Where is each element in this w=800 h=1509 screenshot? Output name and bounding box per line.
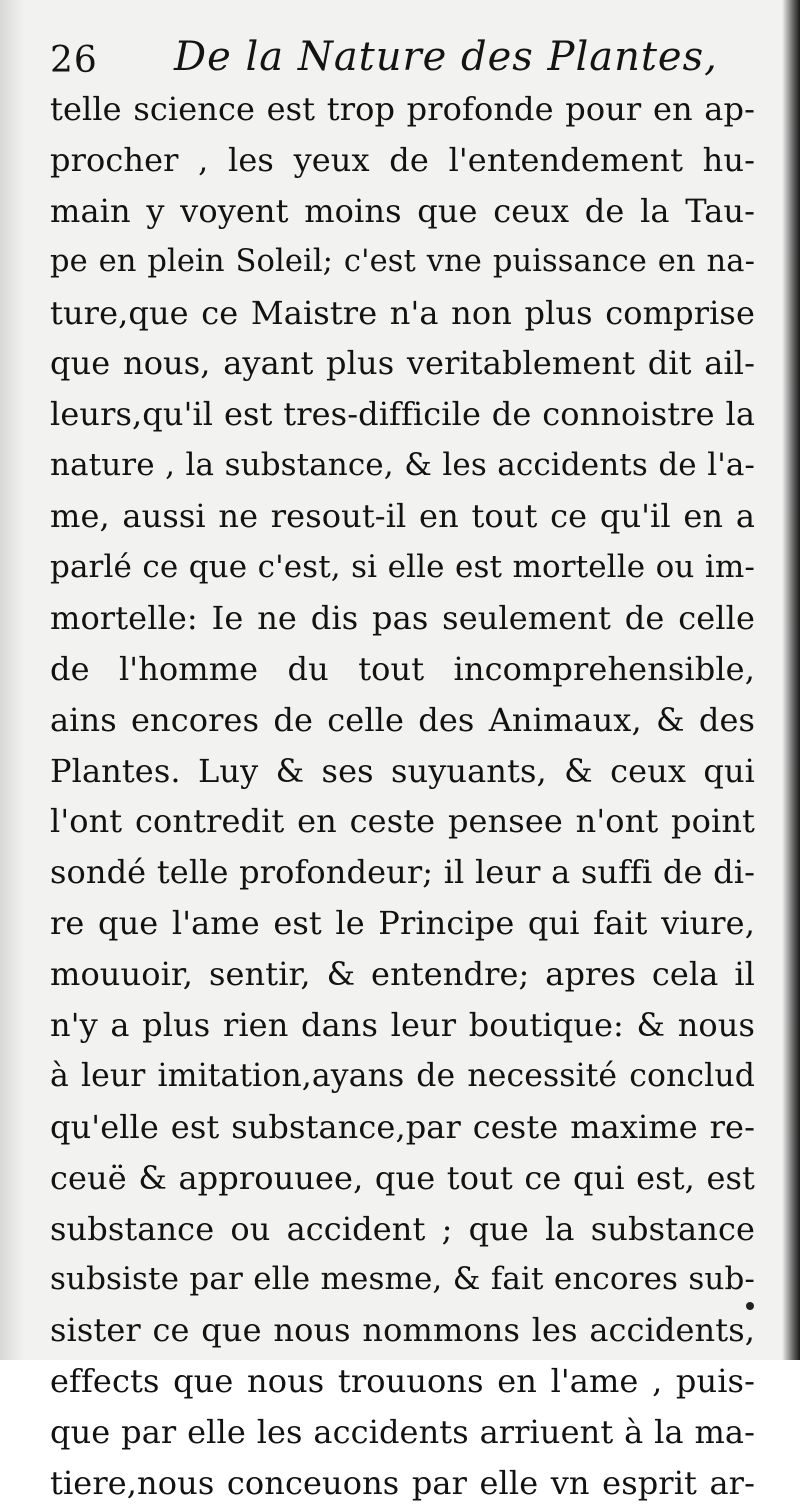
text-line: re que l'ame est le Principe qui fait viure, [50, 904, 755, 943]
text-line: ceuë & approuuee, que tout ce qui est, est [50, 1158, 755, 1197]
text-line: pe en plein Soleil; c'est vne puissance en na- [50, 243, 755, 279]
text-line: telle science est trop profonde pour en ap- [50, 90, 755, 128]
text-line: de l'homme du tout incomprehensible, [50, 649, 755, 688]
text-line: sondé telle profondeur; il leur a suffi de di- [50, 853, 755, 892]
text-line: substance ou accident ; que la substance [50, 1209, 755, 1248]
text-line: sister ce que nous nommons les accidents, [50, 1311, 755, 1350]
text-line: me, aussi ne resout-il en tout ce qu'il en a [50, 497, 755, 536]
text-line: mortelle: Ie ne dis pas seulement de celle [50, 598, 755, 637]
text-line: parlé ce que c'est, si elle est mortelle ou im- [50, 549, 755, 586]
text-line: effects que nous trouuons en l'ame , puis- [50, 1362, 755, 1401]
text-line: tiere,nous conceuons par elle vn esprit ar- [50, 1464, 755, 1503]
running-title: De la Nature des Plantes, [174, 34, 718, 80]
text-line: procher , les yeux de l'entendement hu- [50, 140, 755, 179]
text-line: que par elle les accidents arriuent à la ma- [50, 1413, 755, 1452]
text-line: qu'elle est substance,par ceste maxime re- [50, 1107, 755, 1146]
text-line: subsiste par elle mesme, & fait encores sub- [50, 1261, 755, 1298]
page-header [50, 28, 770, 90]
text-line: leurs,qu'il est tres-difficile de connoistre la [50, 395, 755, 434]
text-line: nature , la substance, & les accidents de l'a- [50, 447, 755, 484]
body-text [50, 84, 755, 1509]
text-line: main y voyent moins que ceux de la Tau- [50, 191, 755, 230]
text-line: n'y a plus rien dans leur boutique: & nous [50, 1006, 755, 1045]
page-binding-shadow [782, 0, 800, 1360]
text-line: l'ont contredit en ceste pensee n'ont point [50, 802, 755, 841]
text-line: à leur imitation,ayans de necessité conclud [50, 1057, 755, 1094]
text-line: ture,que ce Maistre n'a non plus comprise [50, 293, 755, 332]
page-left-margin-shadow [0, 0, 24, 1360]
page-number: 26 [50, 40, 98, 81]
text-line: mouuoir, sentir, & entendre; apres cela il [50, 955, 755, 994]
text-line: que nous, ayant plus veritablement dit ail- [50, 344, 755, 383]
text-line: Plantes. Luy & ses suyuants, & ceux qui [50, 751, 755, 790]
ink-speck [746, 1302, 754, 1310]
text-line: ains encores de celle des Animaux, & des [50, 700, 755, 739]
